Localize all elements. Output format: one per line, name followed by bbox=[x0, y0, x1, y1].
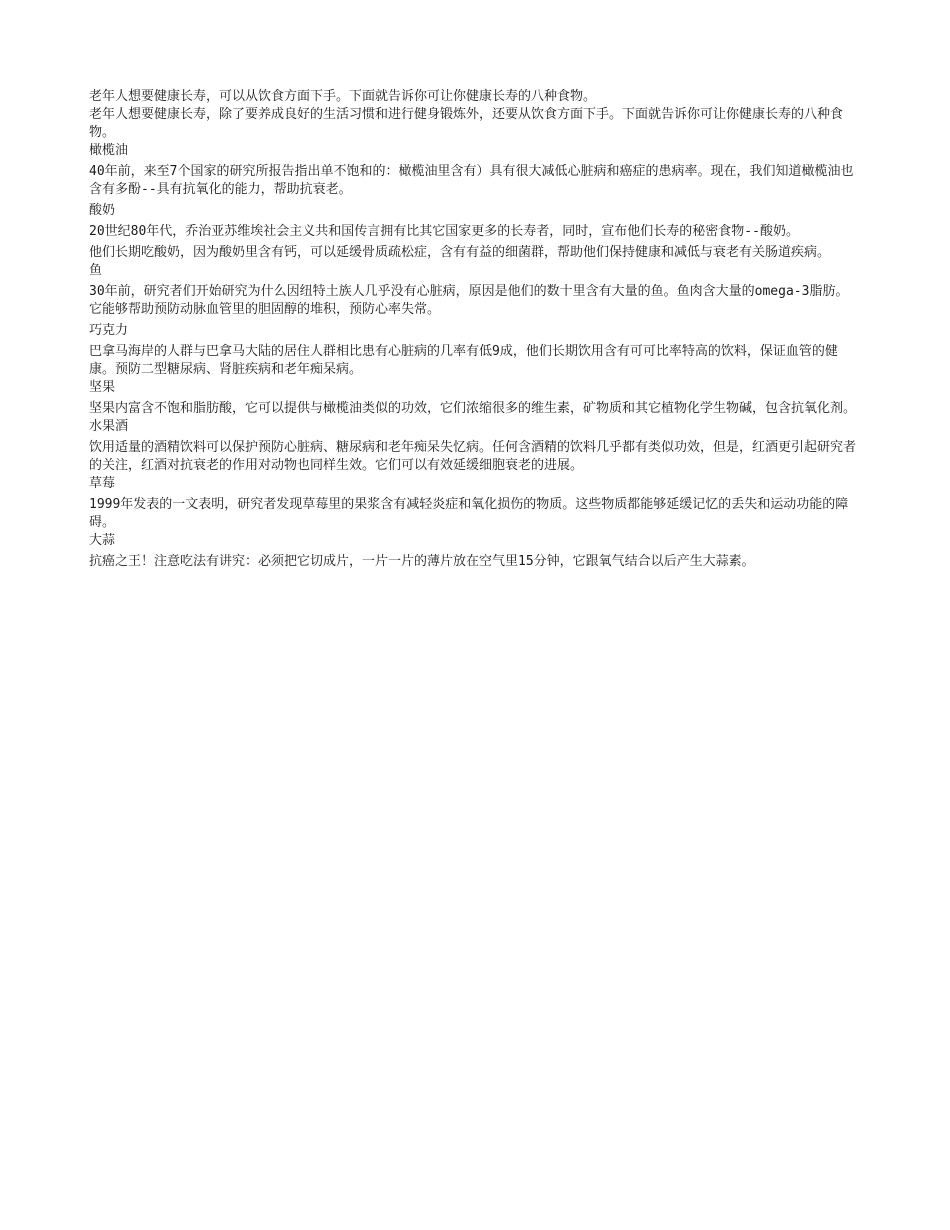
section-paragraph-fruit-wine: 饮用适量的酒精饮料可以保护预防心脏病、糖尿病和老年痴呆失忆病。任何含酒精的饮料几乎都有类似功效，但是，红酒更引起研究者的关注，红酒对抗衰老的作用对动物也同样生效。它们可以有效延缓细胞衰老的进展。 bbox=[89, 440, 857, 473]
section-paragraph-nuts: 坚果内富含不饱和脂肪酸，它可以提供与橄榄油类似的功效，它们浓缩很多的维生素，矿物质和其它植物化学生物碱，包含抗氧化剂。 bbox=[89, 401, 857, 416]
section-paragraph-olive-oil: 40年前，来至7个国家的研究所报告指出单不饱和的：橄榄油里含有）具有很大减低心脏病和癌症的患病率。现在，我们知道橄榄油也含有多酚--具有抗氧化的能力，帮助抗衰老。 bbox=[89, 164, 854, 197]
section-heading-chocolate: 巧克力 bbox=[89, 323, 129, 338]
section-heading-nuts: 坚果 bbox=[89, 380, 116, 395]
section-heading-strawberry: 草莓 bbox=[89, 476, 116, 491]
section-heading-olive-oil: 橄榄油 bbox=[89, 143, 129, 158]
section-heading-fruit-wine: 水果酒 bbox=[89, 419, 129, 434]
section-paragraph-yogurt-1: 20世纪80年代，乔治亚苏维埃社会主义共和国传言拥有比其它国家更多的长寿者，同时，宣布他们长寿的秘密食物--酸奶。 bbox=[89, 224, 799, 239]
intro-paragraph-2: 老年人想要健康长寿，除了要养成良好的生活习惯和进行健身锻炼外，还要从饮食方面下手。下面就告诉你可让你健康长寿的八种食物。 bbox=[89, 107, 844, 140]
intro-paragraph-1: 老年人想要健康长寿，可以从饮食方面下手。下面就告诉你可让你健康长寿的八种食物。 bbox=[89, 89, 597, 104]
section-paragraph-strawberry: 1999年发表的一文表明，研究者发现草莓里的果浆含有减轻炎症和氧化损伤的物质。这些物质都能够延缓记忆的丢失和运动功能的障碍。 bbox=[89, 497, 849, 530]
section-paragraph-garlic: 抗癌之王！注意吃法有讲究：必须把它切成片，一片一片的薄片放在空气里15分钟，它跟氧气结合以后产生大蒜素。 bbox=[89, 554, 755, 569]
section-paragraph-yogurt-2: 他们长期吃酸奶，因为酸奶里含有钙，可以延缓骨质疏松症，含有有益的细菌群，帮助他们保持健康和减低与衰老有关肠道疾病。 bbox=[89, 245, 831, 260]
section-paragraph-fish: 30年前，研究者们开始研究为什么因纽特土族人几乎没有心脏病，原因是他们的数十里含有大量的鱼。鱼肉含大量的omega-3脂肪。它能够帮助预防动脉血管里的胆固醇的堆积，预防心率失常。 bbox=[89, 284, 849, 317]
section-heading-garlic: 大蒜 bbox=[89, 533, 116, 548]
section-paragraph-chocolate: 巴拿马海岸的人群与巴拿马大陆的居住人群相比患有心脏病的几率有低9成，他们长期饮用含有可可比率特高的饮料，保证血管的健康。预防二型糖尿病、肾脏疾病和老年痴呆病。 bbox=[89, 344, 838, 377]
document-body bbox=[89, 88, 859, 571]
section-heading-fish: 鱼 bbox=[89, 263, 103, 278]
section-heading-yogurt: 酸奶 bbox=[89, 203, 116, 218]
